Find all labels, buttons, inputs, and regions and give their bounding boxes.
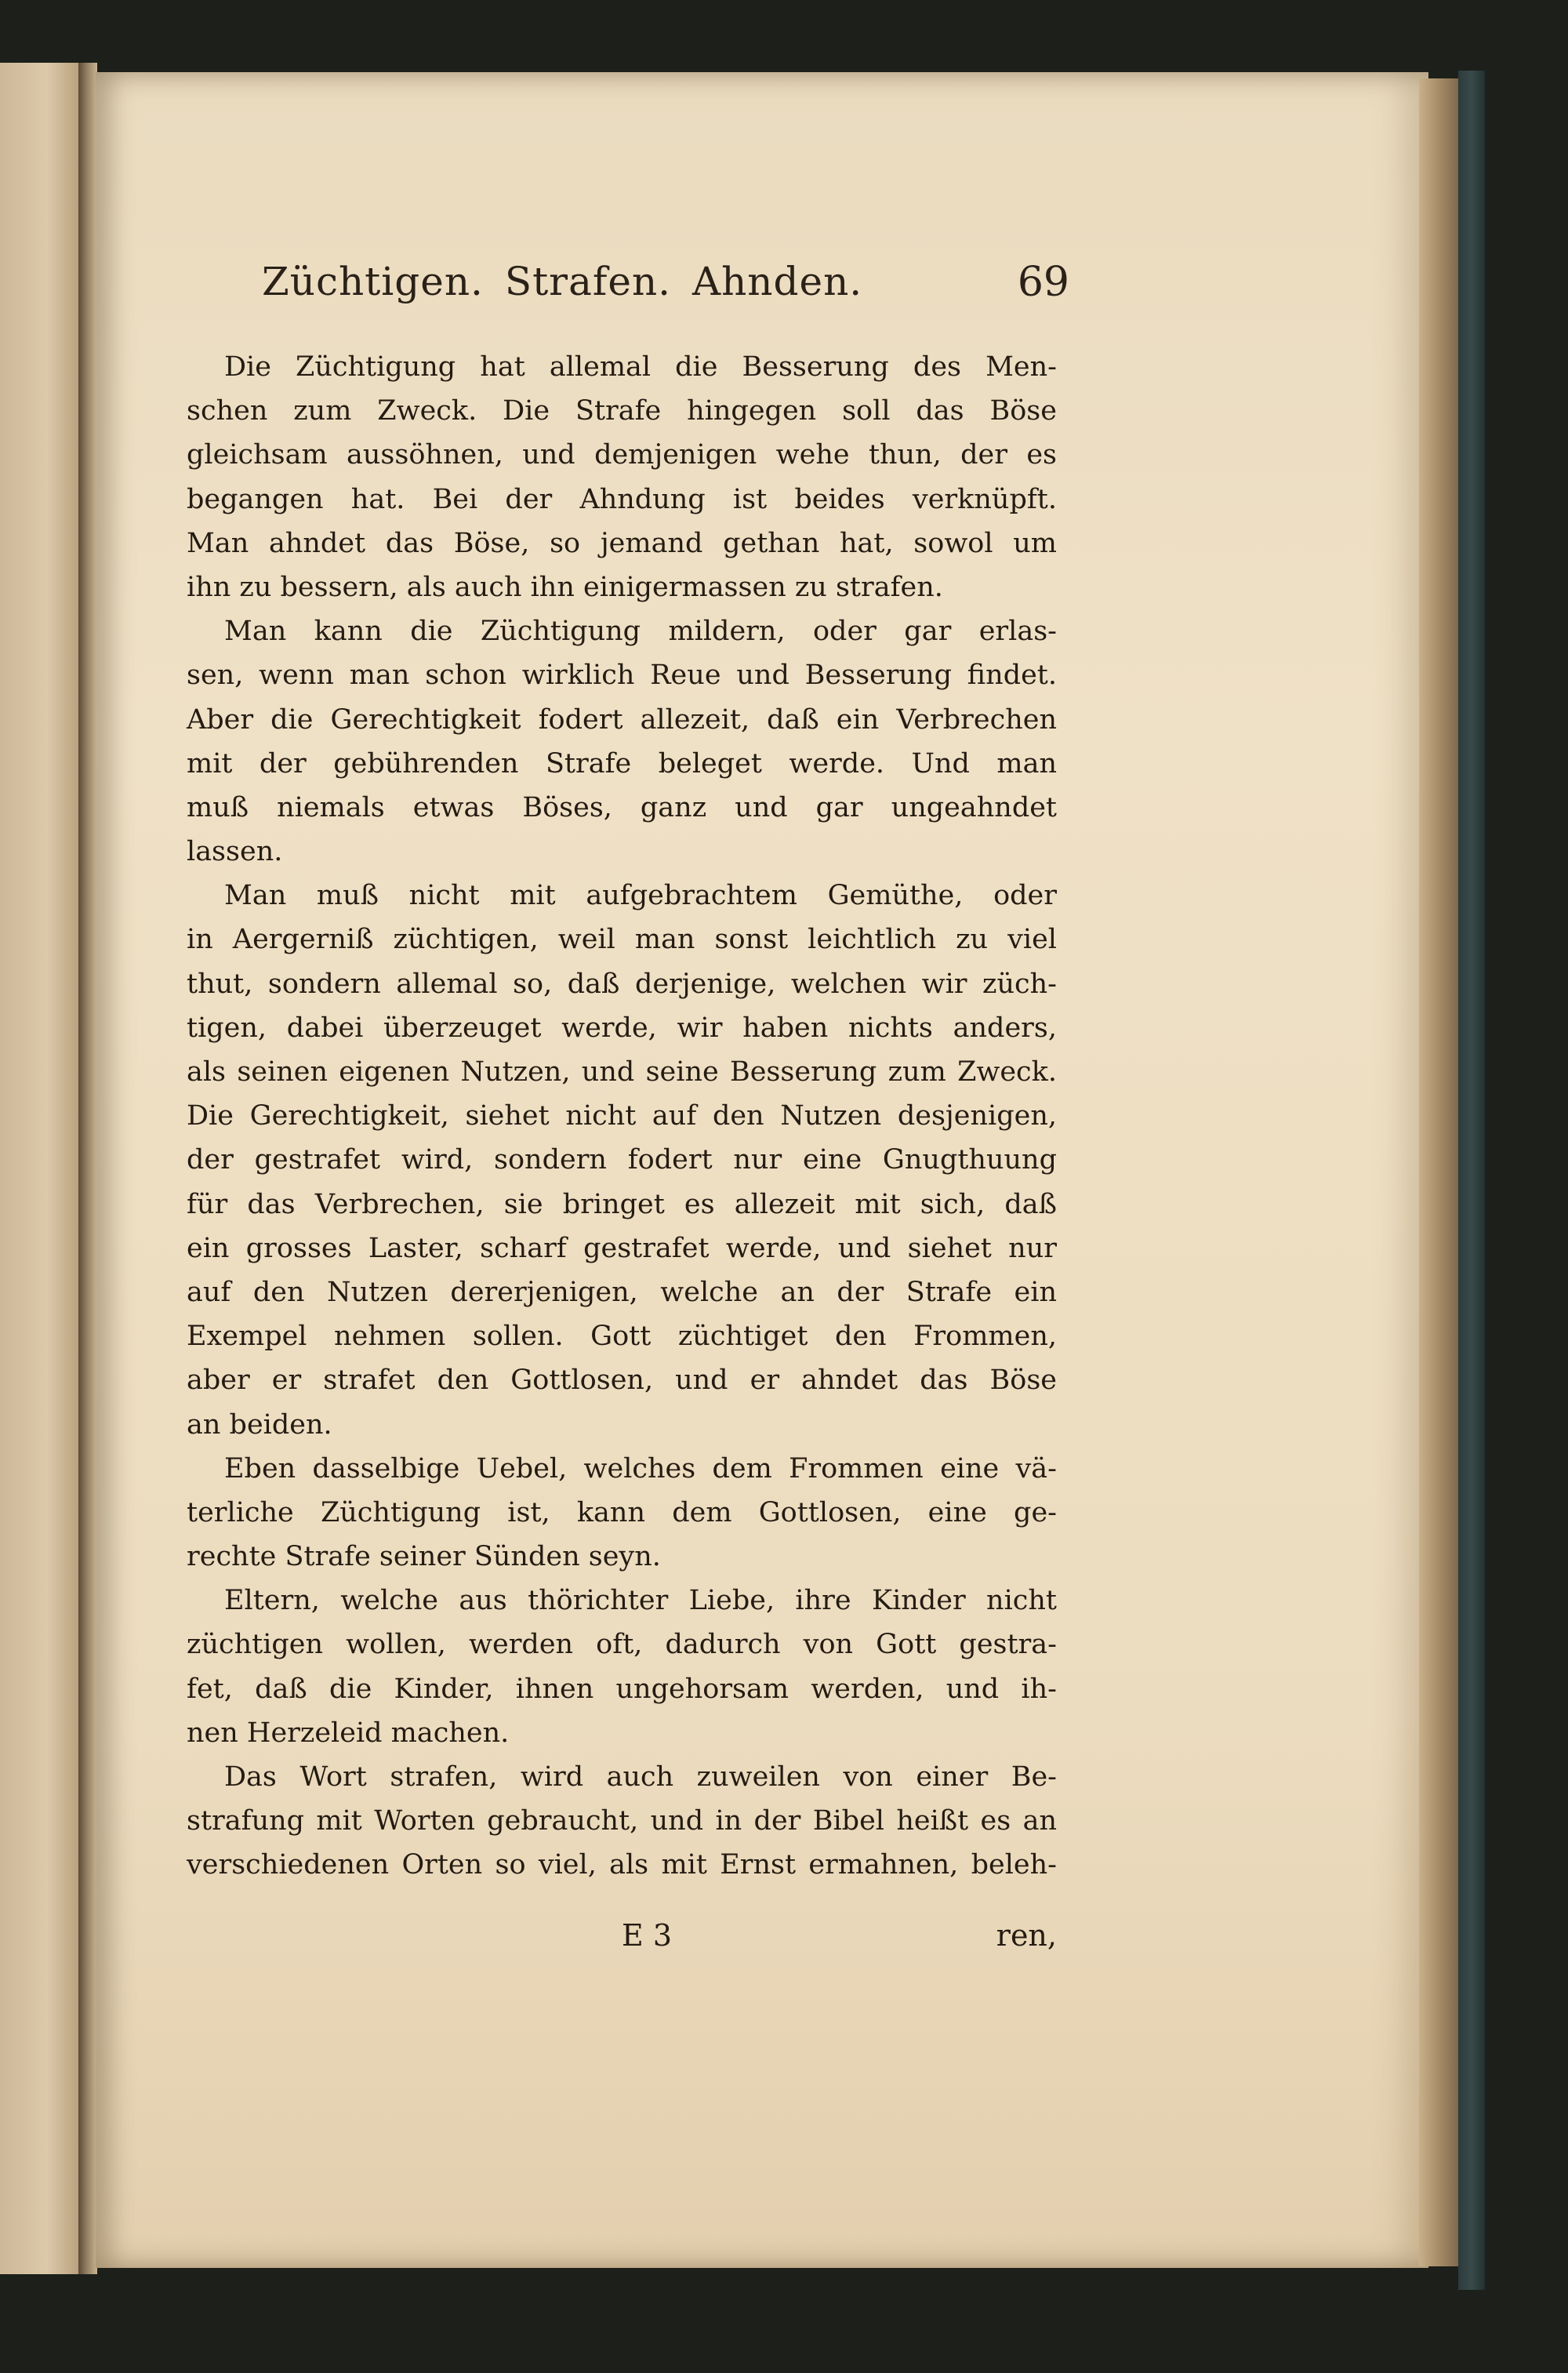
text-line: gleichsam aussöhnen, und demjenigen wehe thun, der es [187,439,1057,471]
text-line: sen, wenn man schon wirklich Reue und Besserung findet. [187,660,1057,692]
text-line: thut, sondern allemal so, daß derjenige, welchen wir züch- [187,968,1057,1000]
text-line: der gestrafet wird, sondern fodert nur eine Gnugthuung [187,1144,1057,1176]
catchword: ren, [996,1918,1057,1953]
text-line: rechte Strafe seiner Sünden seyn. [187,1541,661,1573]
text-line: Die Gerechtigkeit, siehet nicht auf den Nutzen desjenigen, [187,1100,1057,1132]
text-line: Eltern, welche aus thörichter Liebe, ihre Kinder nicht [224,1585,1057,1617]
text-line: mit der gebührenden Strafe beleget werde. Und man [187,747,1057,779]
text-line: begangen hat. Bei der Ahndung ist beides verknüpft. [187,483,1057,515]
text-line: Eben dasselbige Uebel, welches dem Frommen eine vä- [224,1452,1057,1484]
text-line: Man ahndet das Böse, so jemand gethan hat, sowol um [187,527,1057,559]
text-line: Das Wort strafen, wird auch zuweilen von einer Be- [224,1761,1057,1793]
book-cover-edge [1458,71,1485,2290]
book-gutter [78,63,97,2274]
running-head: Züchtigen. Strafen. Ahnden. [262,259,863,304]
text-line: Die Züchtigung hat allemal die Besserung des Men- [224,351,1057,383]
text-line: Aber die Gerechtigkeit fodert allezeit, daß ein Verbrechen [187,703,1057,736]
text-line: Man muß nicht mit aufgebrachtem Gemüthe, oder [224,880,1057,912]
text-line: lassen. [187,836,283,868]
text-line: in Aergerniß züchtigen, weil man sonst leichtlich zu viel [187,924,1057,956]
text-line: ein grosses Laster, scharf gestrafet werde, und siehet nur [187,1232,1057,1264]
text-line: aber er strafet den Gottlosen, und er ahndet das Böse [187,1365,1057,1397]
text-line: als seinen eigenen Nutzen, und seine Besserung zum Zweck. [187,1056,1057,1088]
text-line: strafung mit Worten gebraucht, und in der Bibel heißt es an [187,1805,1057,1837]
page-number: 69 [1017,259,1069,306]
facing-page-edge [0,63,78,2274]
text-line: verschiedenen Orten so viel, als mit Ernst ermahnen, beleh- [187,1849,1057,1881]
signature-mark: E 3 [622,1918,672,1953]
text-line: terliche Züchtigung ist, kann dem Gottlosen, eine ge- [187,1496,1057,1528]
text-line: schen zum Zweck. Die Strafe hingegen soll das Böse [187,395,1057,427]
text-line: für das Verbrechen, sie bringet es allezeit mit sich, daß [187,1188,1057,1220]
text-line: fet, daß die Kinder, ihnen ungehorsam werden, und ih- [187,1673,1057,1705]
text-line: auf den Nutzen dererjenigen, welche an der Strafe ein [187,1276,1057,1308]
text-line: ihn zu bessern, als auch ihn einigermassen zu strafen. [187,571,943,603]
page-header [262,259,1069,322]
text-line: an beiden. [187,1408,332,1441]
text-line: tigen, dabei überzeuget werde, wir haben nichts anders, [187,1012,1057,1044]
text-line: Man kann die Züchtigung mildern, oder gar erlas- [224,616,1057,648]
text-line: Exempel nehmen sollen. Gott züchtiget den Frommen, [187,1321,1057,1353]
page-footer [187,1918,1057,1965]
text-line: züchtigen wollen, werden oft, dadurch von Gott gestra- [187,1629,1057,1661]
text-line: nen Herzeleid machen. [187,1717,510,1749]
text-line: muß niemals etwas Böses, ganz und gar ungeahndet [187,791,1057,823]
body-text [187,345,1057,1888]
